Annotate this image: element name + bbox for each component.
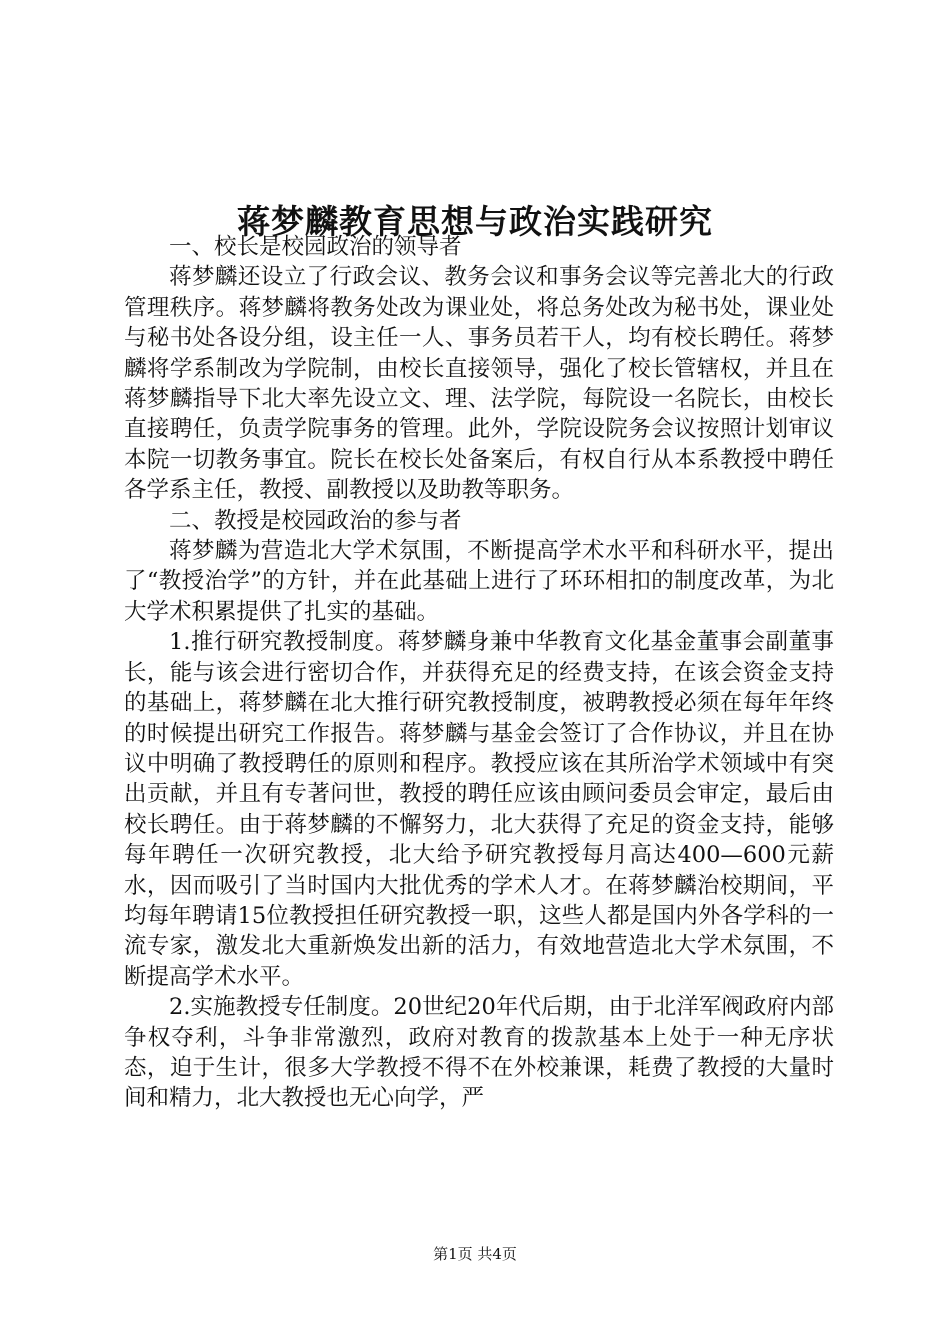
- body-paragraph: 2.实施教授专任制度。20世纪20年代后期，由于北洋军阀政府内部争权夺利，斗争非常激烈，政府对教育的拨款基本上处于一种无序状态，迫于生计，很多大学教授不得不在外校兼课，耗费了教授的大量时间和精力，北大教授也无心向学，严: [124, 994, 834, 1112]
- section-heading: 二、教授是校园政治的参与者: [169, 507, 462, 534]
- document-title: 蒋梦麟教育思想与政治实践研究: [237, 202, 713, 242]
- body-paragraph: 蒋梦麟为营造北大学术氛围，不断提高学术水平和科研水平，提出了“教授治学”的方针，并在此基础上进行了环环相扣的制度改革，为北大学术积累提供了扎实的基础。: [124, 538, 834, 625]
- page-number-footer: 第1页 共4页: [433, 1245, 517, 1263]
- section-heading: 一、校长是校园政治的领导者: [169, 234, 462, 260]
- body-paragraph: 蒋梦麟还设立了行政会议、教务会议和事务会议等完善北大的行政管理秩序。蒋梦麟将教务处改为课业处，将总务处改为秘书处，课业处与秘书处各设分组，设主任一人、事务员若干人，均有校长聘任。蒋梦麟将学系制改为学院制，由校长直接领导，强化了校长管辖权，并且在蒋梦麟指导下北大率先设立文、理、法学院，每院设一名院长，由校长直接聘任，负责学院事务的管理。此外，学院设院务会议按照计划审议本院一切教务事宜。院长在校长处备案后，有权自行从本系教授中聘任各学系主任，教授、副教授以及助教等职务。: [124, 264, 834, 504]
- body-paragraph: 1.推行研究教授制度。蒋梦麟身兼中华教育文化基金董事会副董事长，能与该会进行密切合作，并获得充足的经费支持，在该会资金支持的基础上，蒋梦麟在北大推行研究教授制度，被聘教授必须在每年年终的时候提出研究工作报告。蒋梦麟与基金会签订了合作协议，并且在协议中明确了教授聘任的原则和程序。教授应该在其所治学术领域中有突出贡献，并且有专著问世，教授的聘任应该由顾问委员会审定，最后由校长聘任。由于蒋梦麟的不懈努力，北大获得了充足的资金支持，能够每年聘任一次研究教授，北大给予研究教授每月高达400—600元薪水，因而吸引了当时国内大批优秀的学术人才。在蒋梦麟治校期间，平均每年聘请15位教授担任研究教授一职，这些人都是国内外各学科的一流专家，激发北大重新焕发出新的活力，有效地营造北大学术氛围，不断提高学术水平。: [124, 629, 834, 990]
- document-body: [124, 232, 834, 1114]
